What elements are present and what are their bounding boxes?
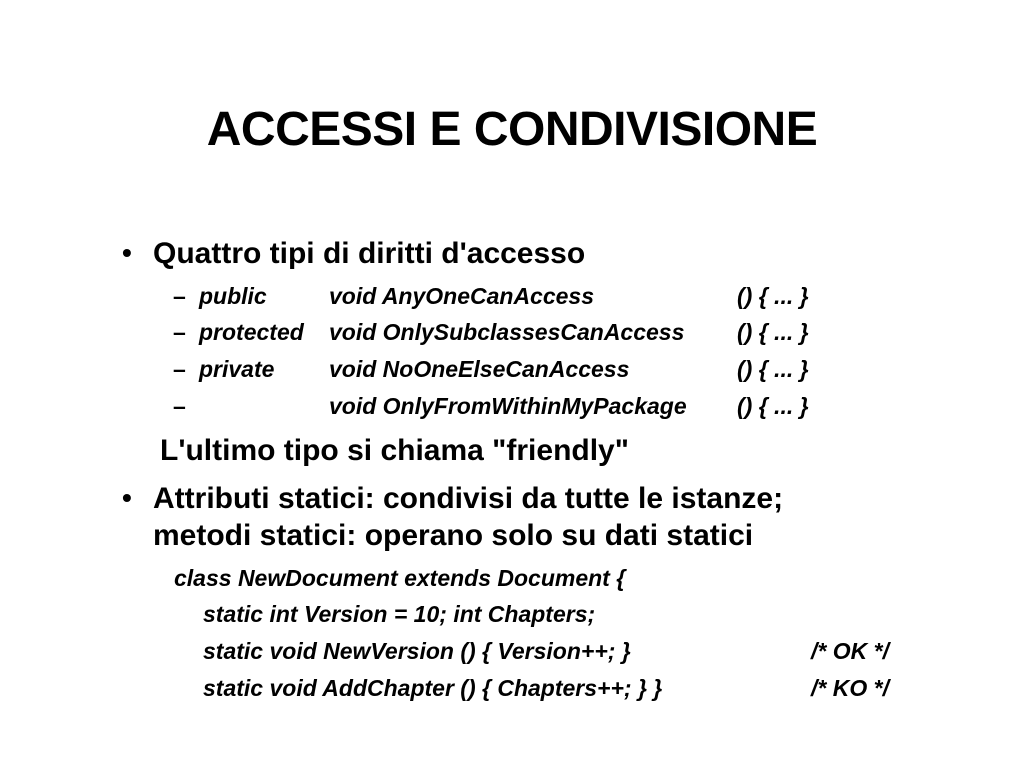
code-comment-ok: /* OK */: [811, 638, 889, 664]
code-method-new-version: static void NewVersion () { Version++; }: [203, 638, 631, 664]
code-comment-ko: /* KO */: [811, 675, 889, 701]
method-signature: void OnlyFromWithinMyPackage: [329, 393, 687, 419]
dash-marker: –: [173, 356, 186, 382]
method-signature: void NoOneElseCanAccess: [329, 356, 630, 382]
modifier-label: public: [199, 283, 267, 309]
modifier-label: protected: [199, 319, 304, 345]
method-body: () { ... }: [737, 319, 809, 345]
bullet-marker: •: [122, 237, 132, 268]
bullet-marker: •: [122, 482, 132, 513]
code-method-add-chapter: static void AddChapter () { Chapters++; } }: [203, 675, 663, 701]
bullet-static-line1: Attributi statici: condivisi da tutte le istanze;: [153, 482, 784, 515]
dash-marker: –: [173, 283, 186, 309]
code-field-declaration: static int Version = 10; int Chapters;: [203, 601, 596, 627]
method-body: () { ... }: [737, 356, 809, 382]
code-class-declaration: class NewDocument extends Document {: [174, 565, 626, 591]
method-signature: void OnlySubclassesCanAccess: [329, 319, 685, 345]
friendly-note: L'ultimo tipo si chiama "friendly": [160, 434, 629, 467]
modifier-label: private: [199, 356, 275, 382]
method-body: () { ... }: [737, 283, 809, 309]
method-signature: void AnyOneCanAccess: [329, 283, 595, 309]
dash-marker: –: [173, 319, 186, 345]
bullet-static-line2: metodi statici: operano solo su dati statici: [153, 519, 754, 552]
bullet-access-rights: Quattro tipi di diritti d'accesso: [153, 237, 586, 270]
dash-marker: –: [173, 393, 186, 419]
method-body: () { ... }: [737, 393, 809, 419]
slide-title: ACCESSI E CONDIVISIONE: [206, 103, 818, 156]
